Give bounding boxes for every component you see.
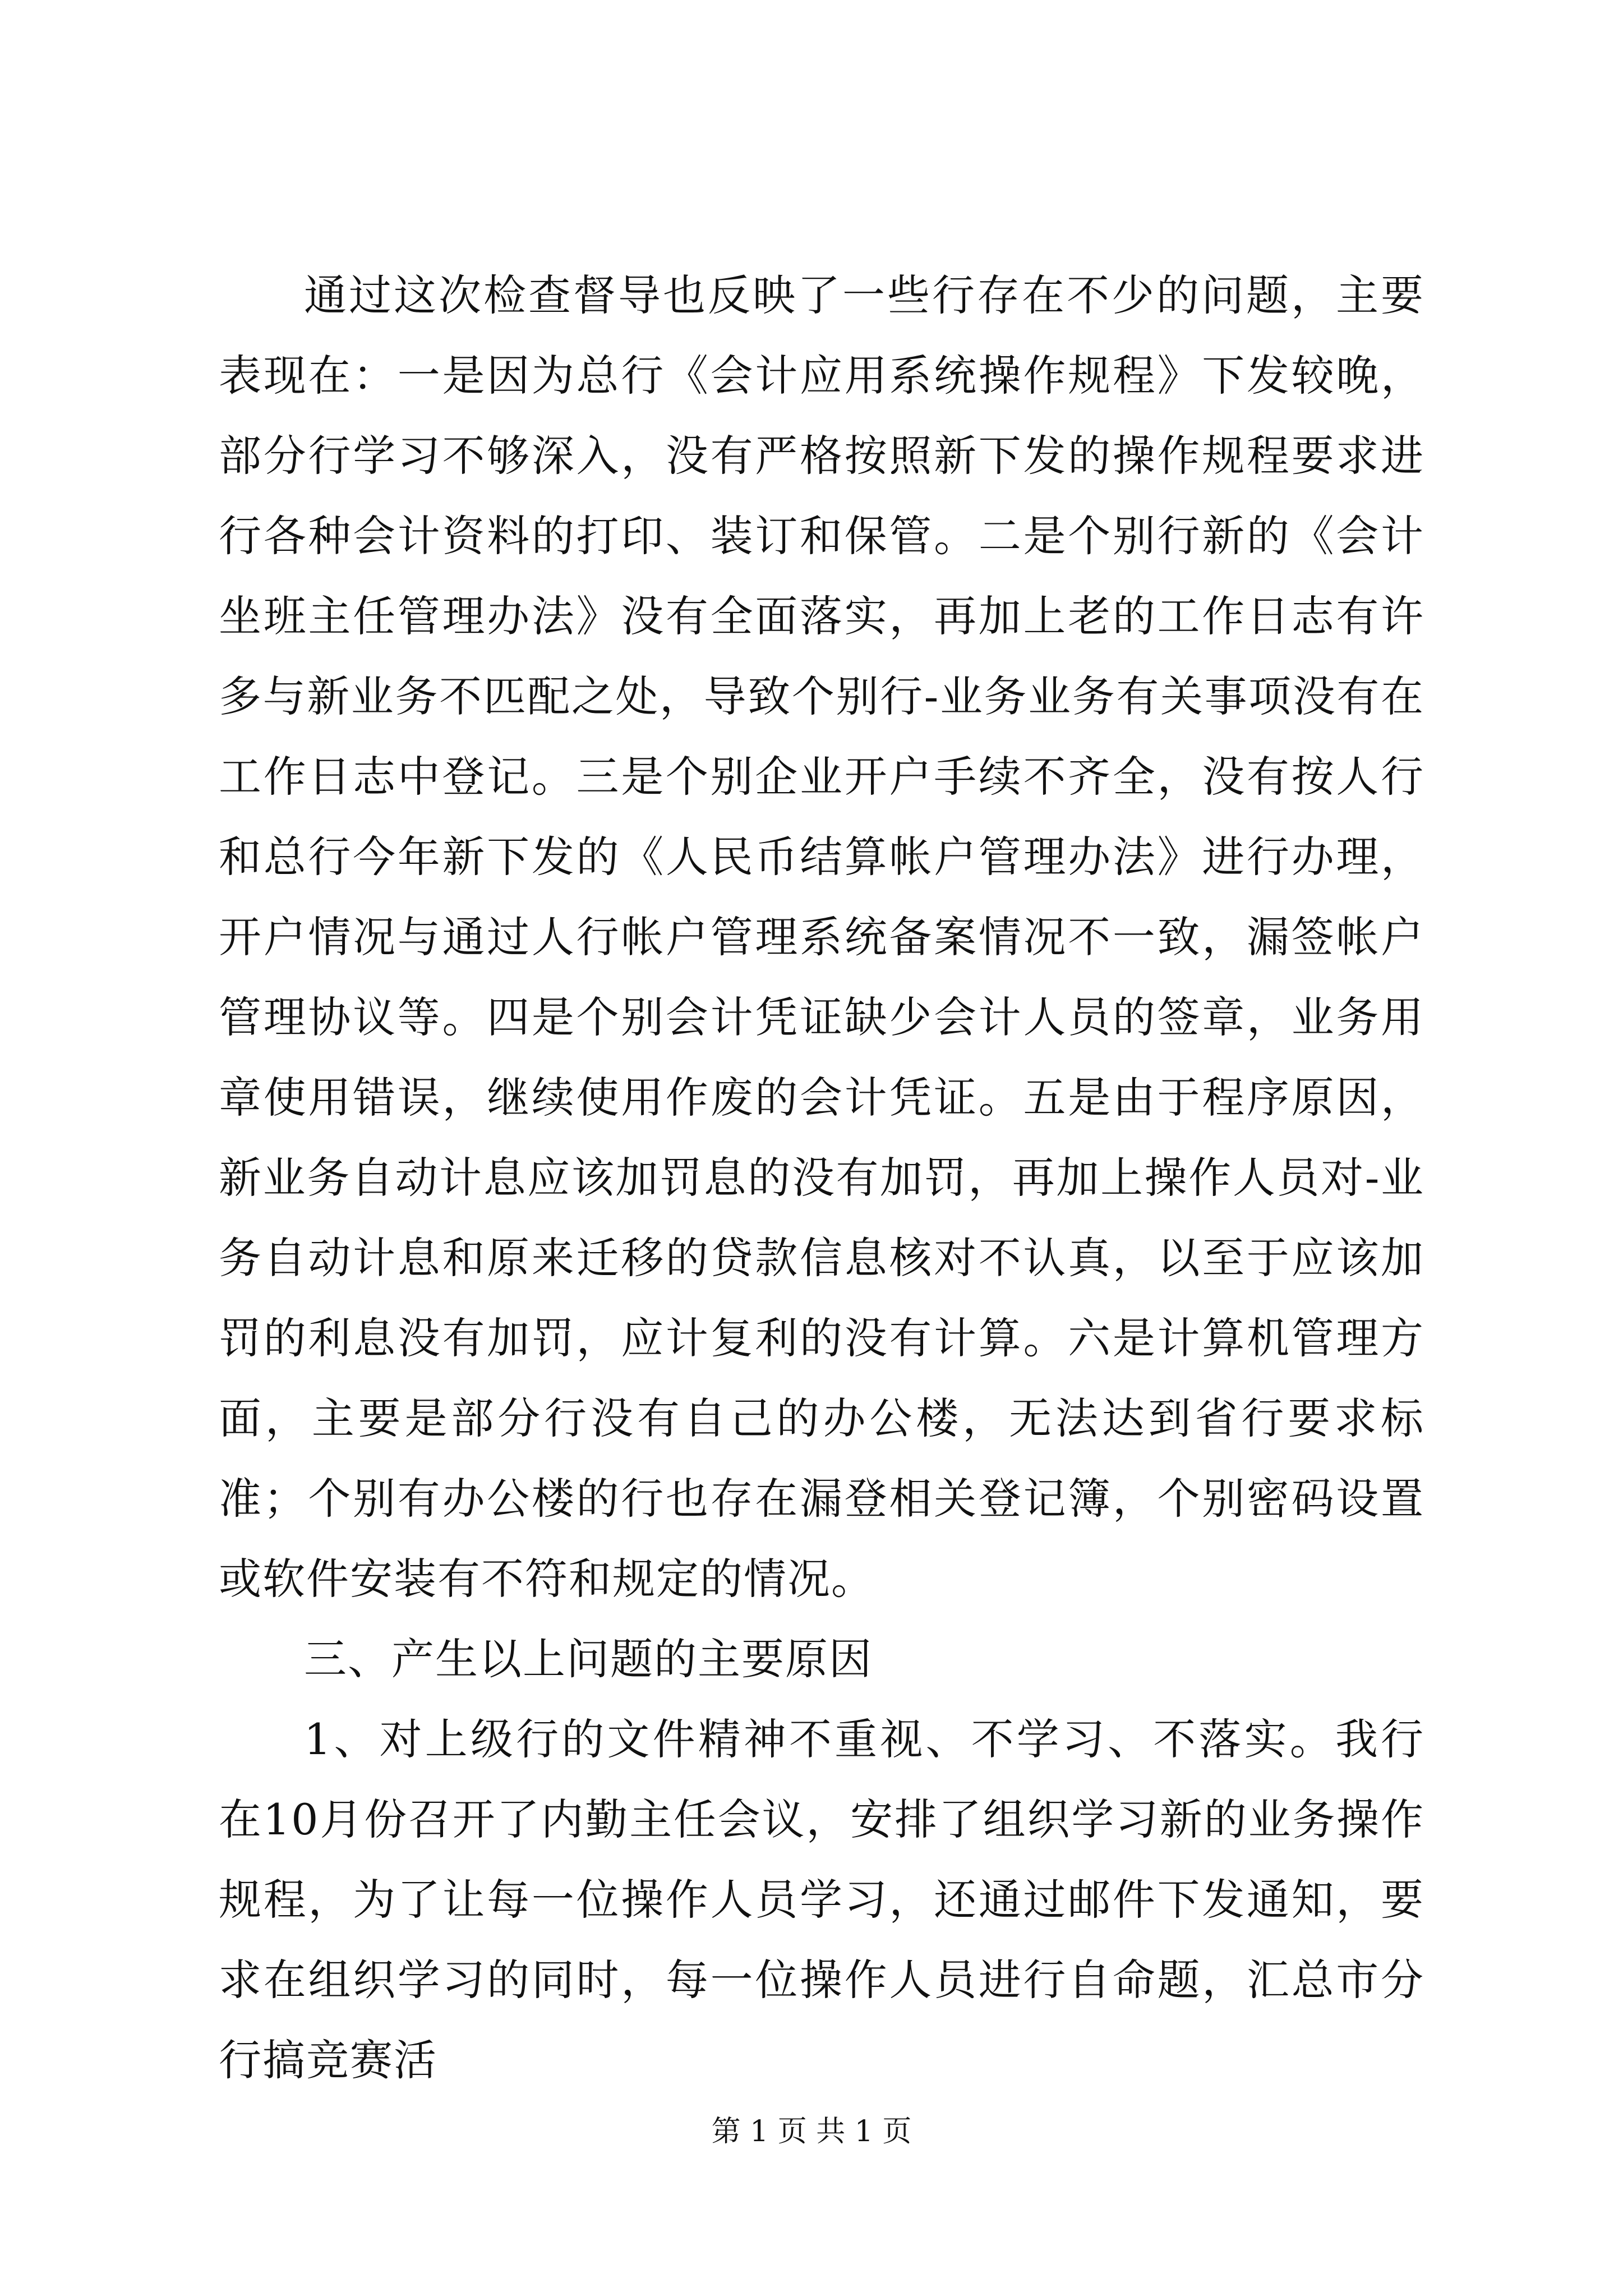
page-footer: 第 1 页 共 1 页 (711, 2115, 912, 2148)
document-body (219, 255, 1424, 2100)
section-heading-causes: 三、产生以上问题的主要原因 (304, 1634, 873, 1684)
paragraph-cause-1: 1、对上级行的文件精神不重视、不学习、不落实。我行在10月份召开了内勤主任会议，安排了组织学习新的业务操作规程，为了让每一位操作人员学习，还通过邮件下发通知，要求在组织学习的同时，每一位操作人员进行自命题，汇总市分行搞竞赛活 (219, 1714, 1424, 2085)
paragraph-problems: 通过这次检查督导也反映了一些行存在不少的问题，主要表现在：一是因为总行《会计应用系统操作规程》下发较晚，部分行学习不够深入，没有严格按照新下发的操作规程要求进行各种会计资料的打印、装订和保管。二是个别行新的《会计坐班主任管理办法》没有全面落实，再加上老的工作日志有许多与新业务不匹配之处，导致个别行-业务业务有关事项没有在工作日志中登记。三是个别企业开户手续不齐全，没有按人行和总行今年新下发的《人民币结算帐户管理办法》进行办理，开户情况与通过人行帐户管理系统备案情况不一致，漏签帐户管理协议等。四是个别会计凭证缺少会计人员的签章，业务用章使用错误，继续使用作废的会计凭证。五是由于程序原因，新业务自动计息应该加罚息的没有加罚，再加上操作人员对-业务自动计息和原来迁移的贷款信息核对不认真，以至于应该加罚的利息没有加罚，应计复利的没有计算。六是计算机管理方面，主要是部分行没有自己的办公楼，无法达到省行要求标准；个别有办公楼的行也存在漏登相关登记簿，个别密码设置或软件安装有不符和规定的情况。 (219, 270, 1424, 1604)
